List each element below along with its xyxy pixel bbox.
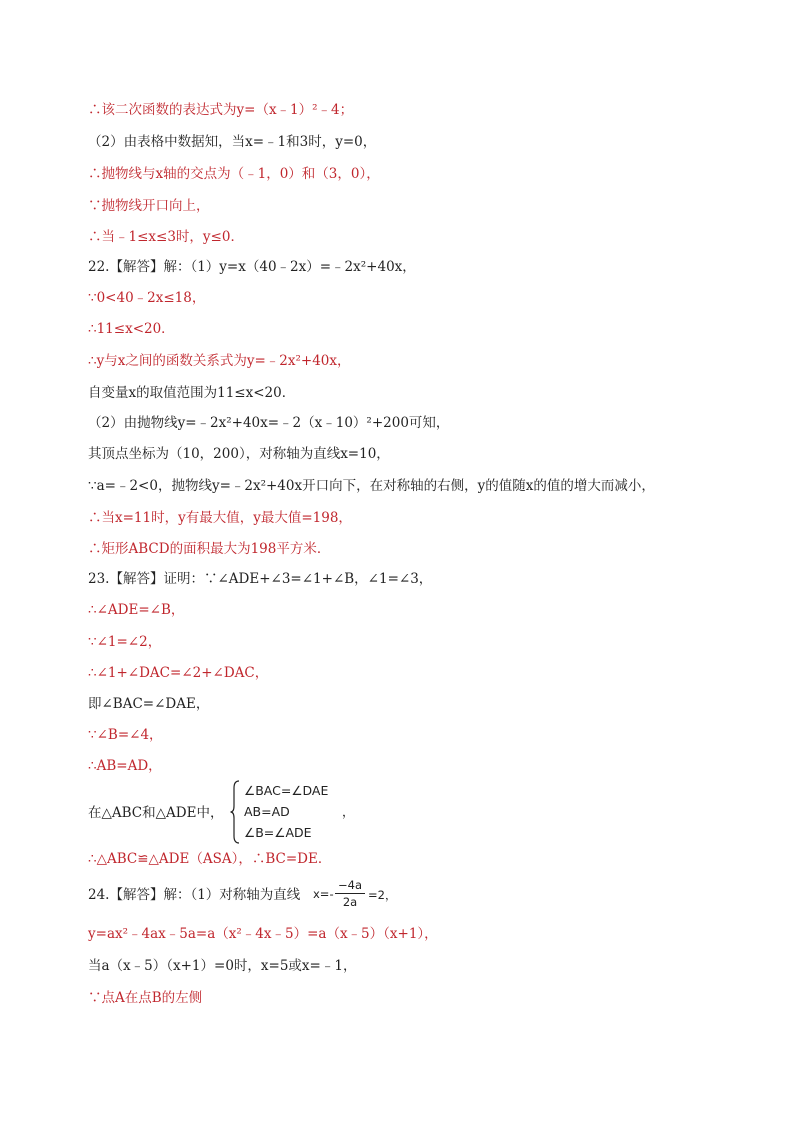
text-line: ∵∠1=∠2， bbox=[88, 634, 162, 650]
system-row-2: AB=AD bbox=[244, 804, 290, 819]
fraction-suffix: =2， bbox=[368, 888, 397, 902]
left-brace-icon bbox=[230, 780, 240, 844]
question-23-heading: 23.【解答】证明：∵∠ADE+∠3=∠1+∠B，∠1=∠3， bbox=[88, 571, 433, 587]
fraction-bar bbox=[335, 893, 365, 894]
text-line: ∴抛物线与x轴的交点为（﹣1，0）和（3，0）， bbox=[88, 166, 380, 182]
text-line: ∴y与x之间的函数关系式为y=﹣2x²+40x， bbox=[88, 353, 351, 369]
text-line: （2）由表格中数据知，当x=﹣1和3时，y=0， bbox=[88, 134, 377, 150]
text-line: ∴该二次函数的表达式为y=（x﹣1）²﹣4； bbox=[88, 102, 354, 118]
text-line: ∵∠B=∠4， bbox=[88, 727, 163, 743]
fraction-prefix: x=- bbox=[313, 887, 334, 901]
system-row-3: ∠B=∠ADE bbox=[244, 825, 312, 840]
fraction-denominator: 2a bbox=[342, 895, 358, 909]
text-line: y=ax²﹣4ax﹣5a=a（x²﹣4x﹣5）=a（x﹣5）（x+1）， bbox=[88, 926, 438, 942]
text-line: （2）由抛物线y=﹣2x²+40x=﹣2（x﹣10）²+200可知， bbox=[88, 415, 450, 431]
question-24-heading: 24.【解答】解：（1）对称轴为直线 bbox=[88, 887, 301, 903]
question-22-heading: 22.【解答】解：（1）y=x（40﹣2x）=﹣2x²+40x， bbox=[88, 259, 416, 275]
text-line: ∵抛物线开口向上， bbox=[88, 198, 210, 214]
equation-system bbox=[230, 780, 355, 844]
text-line: ∵a=﹣2<0，抛物线y=﹣2x²+40x开口向下，在对称轴的右侧，y的值随x的值的增大而减小， bbox=[88, 478, 655, 494]
fraction-numerator: −4a bbox=[338, 878, 362, 892]
text-line: ∴矩形ABCD的面积最大为198平方米． bbox=[88, 541, 331, 557]
text-line: 当a（x﹣5）（x+1）=0时，x=5或x=﹣1， bbox=[88, 958, 357, 974]
text-line: ∴当x=11时，y有最大值，y最大值=198， bbox=[88, 510, 352, 526]
system-row-1: ∠BAC=∠DAE bbox=[244, 783, 329, 798]
text-line: 即∠BAC=∠DAE， bbox=[88, 696, 210, 712]
text-line: ∴△ABC≌△ADE（ASA），∴BC=DE． bbox=[88, 851, 332, 867]
text-line: ∴11≤x<20． bbox=[88, 321, 175, 337]
system-tail: ， bbox=[342, 804, 355, 819]
text-line: 自变量x的取值范围为11≤x<20． bbox=[88, 385, 296, 401]
text-line: ∵点A在点B的左侧 bbox=[88, 990, 203, 1006]
text-line: ∵0<40﹣2x≤18， bbox=[88, 290, 206, 306]
text-line: 其顶点坐标为（10，200），对称轴为直线x=10， bbox=[88, 446, 390, 462]
text-line: ∴∠1+∠DAC=∠2+∠DAC， bbox=[88, 665, 269, 681]
text-line: ∴AB=AD， bbox=[88, 758, 162, 774]
text-line: ∴当﹣1≤x≤3时，y≤0． bbox=[88, 229, 244, 245]
text-line: ∴∠ADE=∠B， bbox=[88, 602, 185, 618]
text-line: 在△ABC和△ADE中， bbox=[88, 805, 224, 821]
